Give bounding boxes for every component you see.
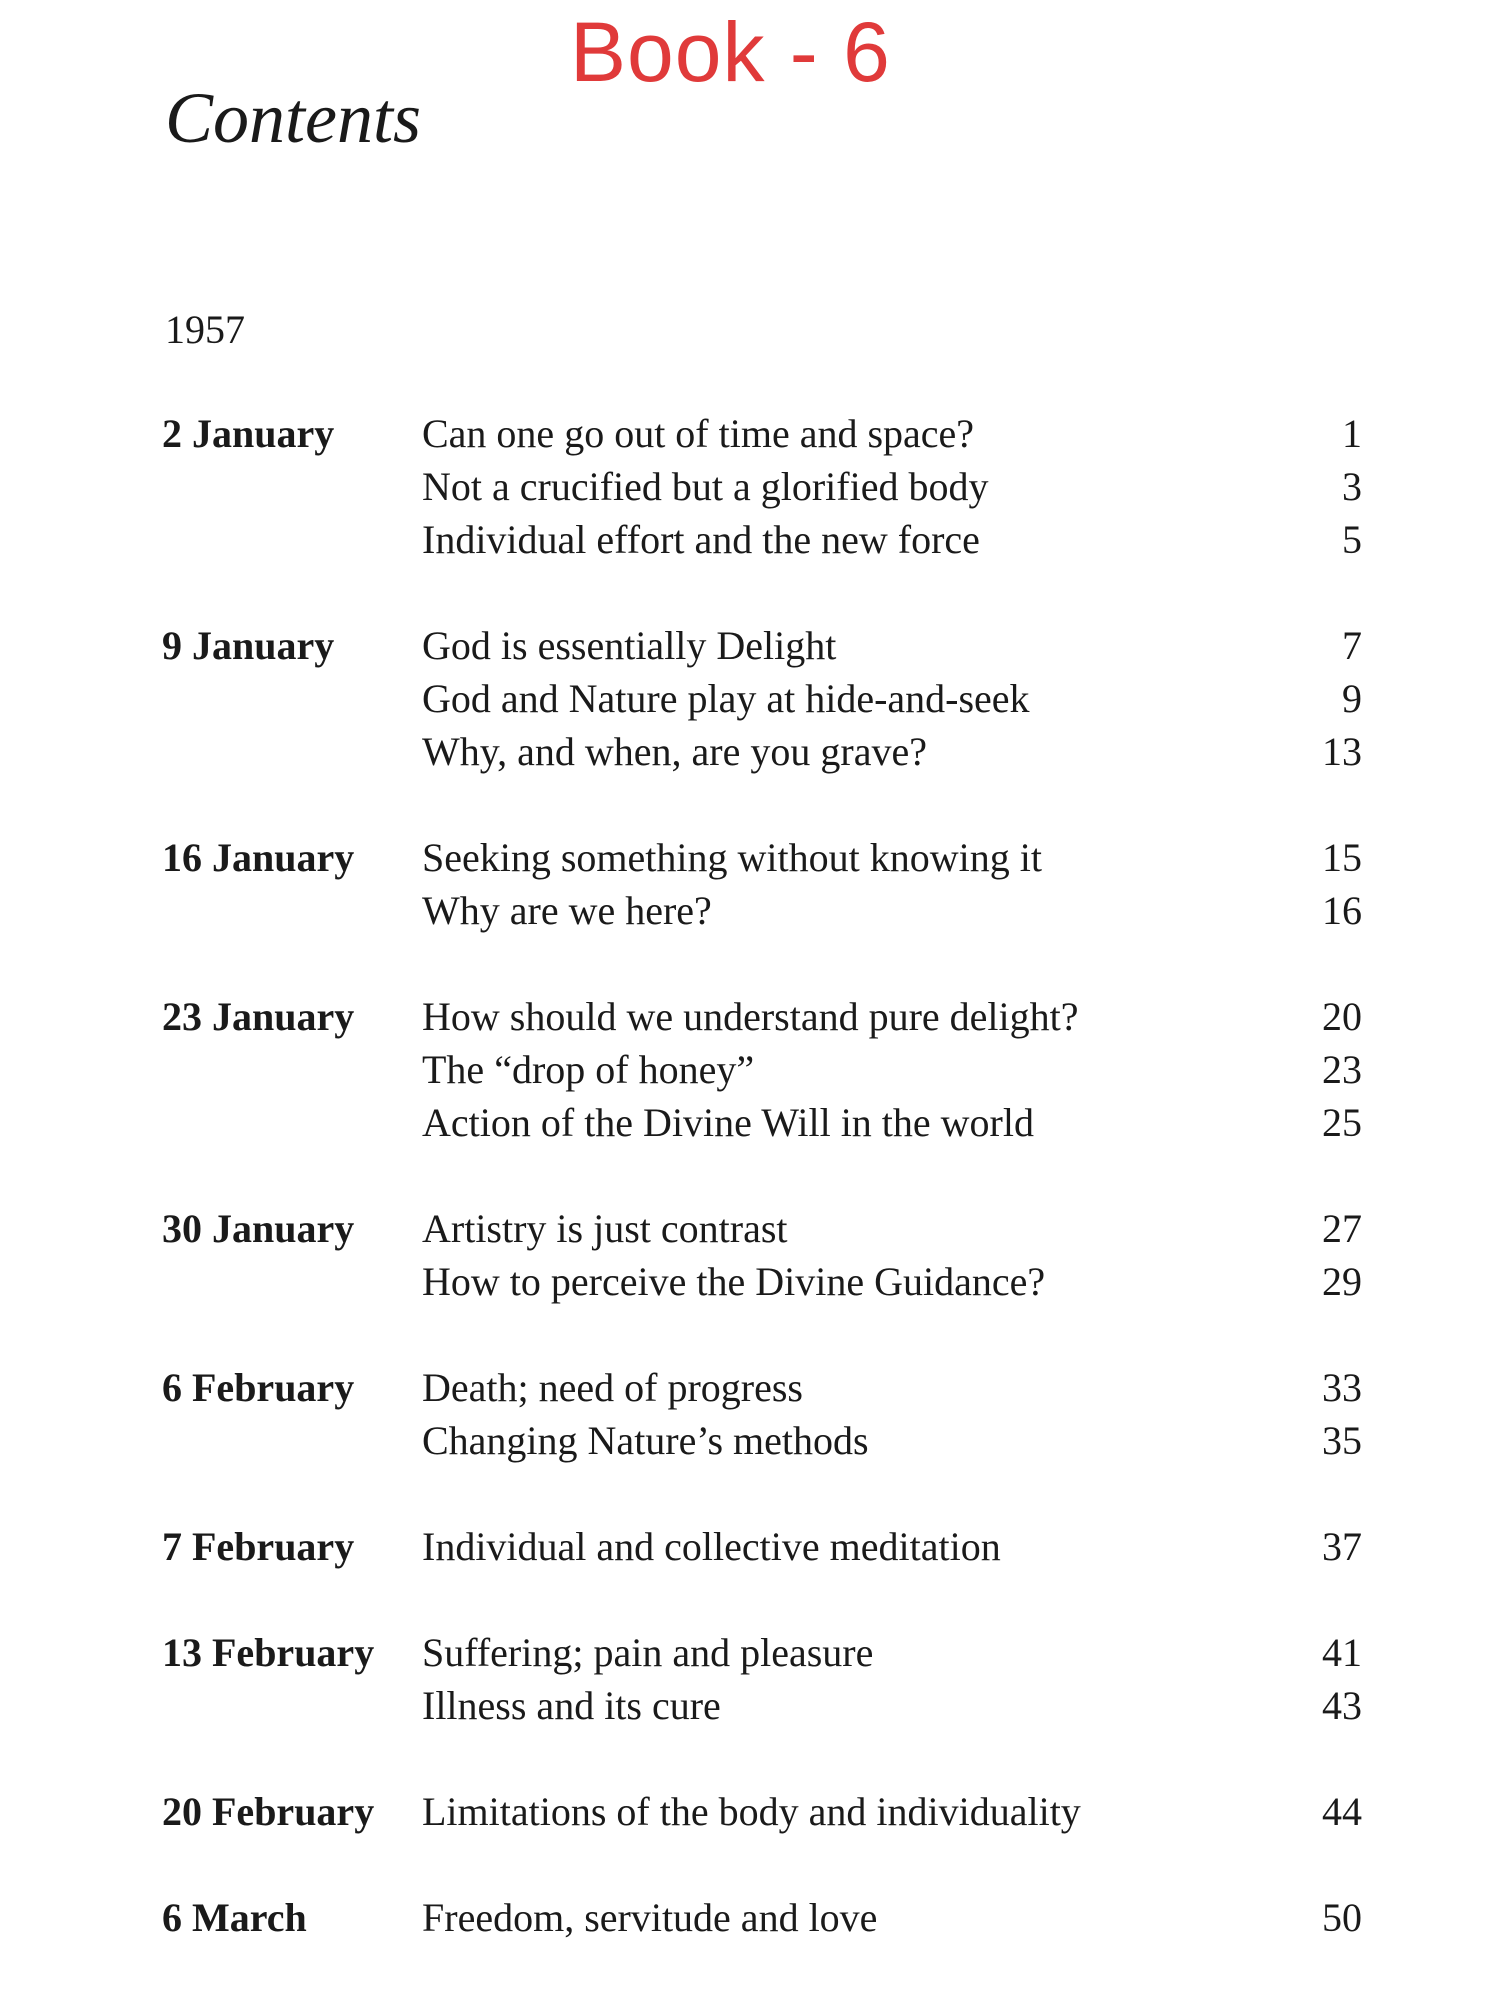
toc-row: [162, 675, 1362, 728]
toc-page-number: 44: [1322, 1789, 1362, 1834]
toc-page-number: 15: [1322, 835, 1362, 880]
toc-row: [162, 993, 1362, 1046]
toc-date: 30 January: [162, 1206, 355, 1251]
toc-row: [162, 834, 1362, 887]
toc-row: [162, 1099, 1362, 1152]
book-label: Book - 6: [570, 5, 891, 99]
toc-row: [162, 1682, 1362, 1735]
toc-row: [162, 1523, 1362, 1576]
toc-page-number: 50: [1322, 1895, 1362, 1940]
toc-entry-title: Individual effort and the new force: [422, 517, 980, 562]
toc-page-number: 20: [1322, 994, 1362, 1039]
toc-entry-title: God is essentially Delight: [422, 623, 837, 668]
toc-entry-title: Can one go out of time and space?: [422, 411, 975, 456]
toc-group: [162, 1894, 1362, 1947]
toc-page-number: 16: [1322, 888, 1362, 933]
toc-row: [162, 887, 1362, 940]
toc-group: [162, 1629, 1362, 1735]
year-heading: 1957: [165, 307, 245, 352]
toc-page-number: 13: [1322, 729, 1362, 774]
toc-row: [162, 1417, 1362, 1470]
toc-page-number: 5: [1342, 517, 1362, 562]
toc-entry-title: Illness and its cure: [422, 1683, 721, 1728]
toc-page-number: 43: [1322, 1683, 1362, 1728]
toc-page-number: 7: [1342, 623, 1362, 668]
toc-row: [162, 1364, 1362, 1417]
toc-page-number: 3: [1342, 464, 1362, 509]
toc-page-number: 35: [1322, 1418, 1362, 1463]
toc-group: [162, 1788, 1362, 1841]
toc-date: 13 February: [162, 1630, 375, 1675]
toc-entry-title: Changing Nature’s methods: [422, 1418, 869, 1463]
toc-row: [162, 1205, 1362, 1258]
toc-entry-title: Seeking something without knowing it: [422, 835, 1042, 880]
toc-row: [162, 1788, 1362, 1841]
toc-page-number: 27: [1322, 1206, 1362, 1251]
toc-row: [162, 622, 1362, 675]
toc-entry-title: Artistry is just contrast: [422, 1206, 788, 1251]
toc-page-number: 1: [1342, 411, 1362, 456]
toc-entry-title: Freedom, servitude and love: [422, 1895, 878, 1940]
toc-page-number: 41: [1322, 1630, 1362, 1675]
toc-page-number: 29: [1322, 1259, 1362, 1304]
toc-entry-title: Death; need of progress: [422, 1365, 803, 1410]
toc-row: [162, 1258, 1362, 1311]
toc-date: 9 January: [162, 623, 335, 668]
toc-date: 16 January: [162, 835, 355, 880]
toc-row: [162, 516, 1362, 569]
toc-date: 2 January: [162, 411, 335, 456]
toc-entry-title: Why, and when, are you grave?: [422, 729, 927, 774]
toc-group: [162, 410, 1362, 569]
toc-row: [162, 1629, 1362, 1682]
toc-entry-title: Action of the Divine Will in the world: [422, 1100, 1034, 1145]
toc-date: 20 February: [162, 1789, 375, 1834]
toc-group: [162, 834, 1362, 940]
toc-page-number: 37: [1322, 1524, 1362, 1569]
toc-page-number: 9: [1342, 676, 1362, 721]
toc-row: [162, 728, 1362, 781]
table-of-contents: [162, 410, 1362, 2000]
toc-row: [162, 463, 1362, 516]
toc-date: 6 March: [162, 1895, 307, 1940]
toc-group: [162, 1364, 1362, 1470]
toc-entry-title: How should we understand pure delight?: [422, 994, 1079, 1039]
toc-page-number: 33: [1322, 1365, 1362, 1410]
page-title: Contents: [165, 78, 422, 158]
toc-group: [162, 993, 1362, 1152]
toc-group: [162, 622, 1362, 781]
toc-entry-title: Individual and collective meditation: [422, 1524, 1001, 1569]
toc-date: 6 February: [162, 1365, 355, 1410]
toc-entry-title: How to perceive the Divine Guidance?: [422, 1259, 1046, 1304]
toc-entry-title: Limitations of the body and individuality: [422, 1789, 1081, 1834]
toc-page-number: 25: [1322, 1100, 1362, 1145]
toc-group: [162, 1205, 1362, 1311]
toc-row: [162, 1046, 1362, 1099]
toc-row: [162, 1894, 1362, 1947]
toc-entry-title: Suffering; pain and pleasure: [422, 1630, 874, 1675]
toc-entry-title: The “drop of honey”: [422, 1047, 755, 1092]
toc-row: [162, 410, 1362, 463]
toc-entry-title: God and Nature play at hide-and-seek: [422, 676, 1030, 721]
toc-entry-title: Why are we here?: [422, 888, 712, 933]
toc-page-number: 23: [1322, 1047, 1362, 1092]
toc-group: [162, 1523, 1362, 1576]
toc-entry-title: Not a crucified but a glorified body: [422, 464, 989, 509]
toc-date: 23 January: [162, 994, 355, 1039]
toc-date: 7 February: [162, 1524, 355, 1569]
